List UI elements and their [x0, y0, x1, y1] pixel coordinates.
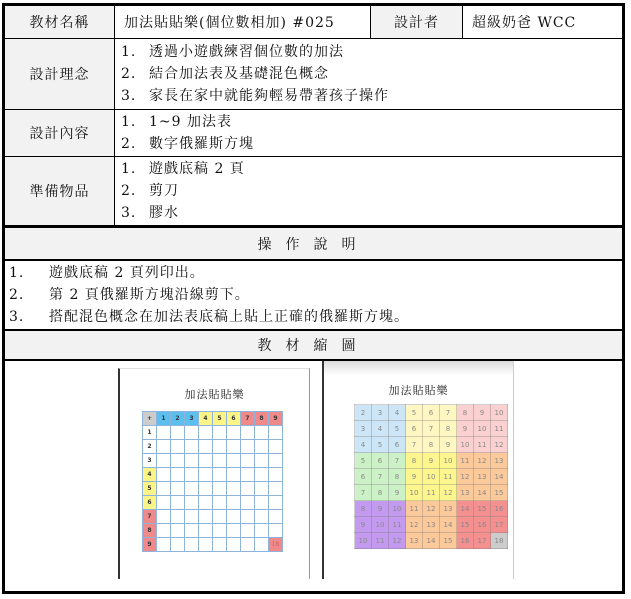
block-cell: 6 [423, 405, 440, 421]
block-cell: 12 [389, 533, 406, 549]
block-cell: 10 [389, 501, 406, 517]
block-cell: 14 [474, 485, 491, 501]
grid-cell [185, 496, 199, 510]
document-table [2, 3, 625, 594]
grid-cell [171, 468, 185, 482]
grid-cell [199, 454, 213, 468]
grid-cell [227, 468, 241, 482]
grid-cell [213, 510, 227, 524]
grid-cell [241, 496, 255, 510]
list-item: 3. 搭配混色概念在加法表底稿上貼上正確的俄羅斯方塊。 [9, 309, 409, 325]
instructions-title-row [5, 228, 622, 259]
block-cell: 8 [440, 421, 457, 437]
grid-cell [255, 440, 269, 454]
block-cell: 9 [406, 469, 423, 485]
list-item: 3. 膠水 [121, 205, 179, 221]
block-cell: 6 [406, 421, 423, 437]
design-concept-label: 設計理念 [5, 39, 114, 109]
design-content-label: 設計內容 [5, 110, 114, 156]
block-cell: 14 [423, 533, 440, 549]
design-content-row [5, 110, 622, 156]
grid-cell [213, 440, 227, 454]
block-cell: 7 [423, 421, 440, 437]
grid-cell [171, 440, 185, 454]
block-cell: 18 [491, 533, 508, 549]
block-cell: 12 [423, 501, 440, 517]
block-cell: 6 [389, 437, 406, 453]
grid-cell [185, 538, 199, 552]
grid-cell [213, 538, 227, 552]
grid-cell [241, 468, 255, 482]
grid-cell: 18 [269, 538, 283, 552]
grid-cell [213, 496, 227, 510]
block-cell: 6 [372, 453, 389, 469]
block-cell: 5 [389, 421, 406, 437]
thumbnails-title-row [5, 331, 622, 359]
block-cell: 15 [474, 501, 491, 517]
block-cell: 11 [474, 437, 491, 453]
block-cell: 5 [372, 437, 389, 453]
grid-cell [185, 510, 199, 524]
materials-row [5, 157, 622, 225]
instructions-list [5, 261, 622, 329]
column-header: 7 [241, 412, 255, 426]
grid-cell [213, 426, 227, 440]
grid-cell [199, 510, 213, 524]
column-header: 4 [199, 412, 213, 426]
block-cell: 10 [474, 421, 491, 437]
block-cell: 16 [491, 501, 508, 517]
block-cell: 10 [355, 533, 372, 549]
block-cell: 8 [406, 453, 423, 469]
grid-cell [227, 440, 241, 454]
thumbnail-tetris-blocks [322, 361, 514, 579]
row-header: 5 [143, 482, 157, 496]
thumbnail-addition-table [118, 368, 310, 579]
block-cell: 4 [389, 405, 406, 421]
grid-cell [227, 510, 241, 524]
block-cell: 9 [389, 485, 406, 501]
grid-cell [185, 468, 199, 482]
grid-cell [241, 538, 255, 552]
grid-cell [157, 538, 171, 552]
block-cell: 8 [423, 437, 440, 453]
block-cell: 12 [474, 453, 491, 469]
grid-cell [185, 482, 199, 496]
block-cell: 13 [457, 485, 474, 501]
grid-cell [227, 482, 241, 496]
block-cell: 15 [440, 533, 457, 549]
grid-cell [213, 482, 227, 496]
block-cell: 14 [440, 517, 457, 533]
block-cell: 15 [491, 485, 508, 501]
grid-cell [199, 482, 213, 496]
row-header: 9 [143, 538, 157, 552]
column-header: 1 [157, 412, 171, 426]
block-cell: 8 [372, 485, 389, 501]
block-cell: 14 [491, 469, 508, 485]
block-cell: 13 [474, 469, 491, 485]
grid-cell [157, 482, 171, 496]
row-header: 6 [143, 496, 157, 510]
row-header: 1 [143, 426, 157, 440]
block-cell: 5 [406, 405, 423, 421]
grid-cell [241, 524, 255, 538]
grid-cell [157, 496, 171, 510]
grid-cell [255, 482, 269, 496]
list-item: 1. 1~9 加法表 [121, 114, 232, 130]
block-cell: 4 [355, 437, 372, 453]
grid-cell [227, 524, 241, 538]
block-cell: 9 [372, 501, 389, 517]
row-header: 8 [143, 524, 157, 538]
list-item: 2. 數字俄羅斯方塊 [121, 136, 254, 152]
grid-cell [199, 440, 213, 454]
block-cell: 15 [457, 517, 474, 533]
instructions-row [5, 261, 622, 329]
block-cell: 17 [491, 517, 508, 533]
grid-cell [241, 426, 255, 440]
tetris-blocks-grid [354, 404, 508, 549]
thumbnail-shadow [324, 361, 513, 375]
grid-cell [171, 524, 185, 538]
block-cell: 7 [440, 405, 457, 421]
block-cell: 13 [440, 501, 457, 517]
block-cell: 8 [355, 501, 372, 517]
grid-cell [227, 496, 241, 510]
grid-cell [171, 454, 185, 468]
grid-cell [171, 510, 185, 524]
block-cell: 10 [440, 453, 457, 469]
column-header: 9 [269, 412, 283, 426]
grid-cell [269, 440, 283, 454]
thumbnails-row [5, 361, 622, 591]
block-cell: 16 [474, 517, 491, 533]
block-cell: 3 [355, 421, 372, 437]
design-concept-list [115, 39, 622, 109]
grid-cell [269, 454, 283, 468]
grid-cell [269, 510, 283, 524]
block-cell: 12 [440, 485, 457, 501]
list-item: 1. 透過小遊戲練習個位數的加法 [121, 44, 344, 60]
block-cell: 5 [355, 453, 372, 469]
grid-cell [171, 482, 185, 496]
block-cell: 17 [474, 533, 491, 549]
row-header: 7 [143, 510, 157, 524]
block-cell: 16 [457, 533, 474, 549]
block-cell: 2 [355, 405, 372, 421]
designer-label: 設計者 [371, 6, 462, 38]
block-cell: 13 [423, 517, 440, 533]
block-cell: 10 [457, 437, 474, 453]
design-content-list [115, 110, 622, 156]
column-header: 2 [171, 412, 185, 426]
material-name-label: 教材名稱 [5, 6, 114, 38]
grid-cell [157, 426, 171, 440]
list-item: 2. 剪刀 [121, 183, 179, 199]
thumbnail-title: 加法貼貼樂 [388, 384, 449, 397]
grid-cell [185, 426, 199, 440]
designer-value: 超級奶爸 WCC [472, 15, 577, 31]
grid-cell [157, 510, 171, 524]
row-header: 3 [143, 454, 157, 468]
block-cell: 10 [491, 405, 508, 421]
grid-cell [255, 538, 269, 552]
addition-table-grid [142, 411, 283, 552]
block-cell: 13 [406, 533, 423, 549]
grid-cell [241, 482, 255, 496]
block-cell: 12 [491, 437, 508, 453]
grid-corner: + [143, 412, 157, 426]
column-header: 5 [213, 412, 227, 426]
grid-cell [227, 454, 241, 468]
grid-cell [269, 468, 283, 482]
grid-cell [269, 524, 283, 538]
block-cell: 6 [355, 469, 372, 485]
block-cell: 14 [457, 501, 474, 517]
grid-cell [157, 454, 171, 468]
grid-cell [199, 426, 213, 440]
block-cell: 7 [406, 437, 423, 453]
list-item: 2. 第 2 頁俄羅斯方塊沿線剪下。 [9, 287, 250, 303]
grid-cell [255, 468, 269, 482]
column-header: 6 [227, 412, 241, 426]
block-cell: 8 [457, 405, 474, 421]
block-cell: 11 [423, 485, 440, 501]
grid-cell [227, 426, 241, 440]
grid-cell [255, 496, 269, 510]
grid-cell [199, 538, 213, 552]
grid-cell [227, 538, 241, 552]
block-cell: 7 [372, 469, 389, 485]
block-cell: 9 [474, 405, 491, 421]
block-cell: 10 [406, 485, 423, 501]
block-cell: 10 [423, 469, 440, 485]
block-cell: 7 [355, 485, 372, 501]
grid-cell [185, 524, 199, 538]
block-cell: 3 [372, 405, 389, 421]
grid-cell [171, 496, 185, 510]
grid-cell [185, 440, 199, 454]
grid-cell [269, 426, 283, 440]
instructions-title: 操作說明 [5, 228, 622, 259]
grid-cell [157, 440, 171, 454]
block-cell: 12 [457, 469, 474, 485]
block-cell: 4 [372, 421, 389, 437]
block-cell: 9 [355, 517, 372, 533]
grid-cell [255, 454, 269, 468]
block-cell: 11 [491, 421, 508, 437]
grid-cell [241, 454, 255, 468]
list-item: 3. 家長在家中就能夠輕易帶著孩子操作 [121, 88, 389, 104]
block-cell: 11 [440, 469, 457, 485]
material-name-value: 加法貼貼樂(個位數相加) #025 [124, 15, 335, 31]
grid-cell [241, 510, 255, 524]
block-cell: 9 [423, 453, 440, 469]
block-cell: 7 [389, 453, 406, 469]
grid-cell [157, 468, 171, 482]
grid-cell [213, 524, 227, 538]
list-item: 1. 遊戲底稿 2 頁列印出。 [9, 265, 205, 281]
grid-cell [255, 426, 269, 440]
grid-cell [255, 510, 269, 524]
list-item: 2. 結合加法表及基礎混色概念 [121, 66, 329, 82]
header-row [5, 6, 622, 38]
materials-label: 準備物品 [5, 157, 114, 225]
grid-cell [199, 524, 213, 538]
grid-cell [199, 496, 213, 510]
block-cell: 11 [389, 517, 406, 533]
thumbnail-title: 加法貼貼樂 [184, 388, 245, 401]
grid-cell [213, 454, 227, 468]
column-header: 3 [185, 412, 199, 426]
column-header: 8 [255, 412, 269, 426]
grid-cell [241, 440, 255, 454]
row-header: 2 [143, 440, 157, 454]
row-header: 4 [143, 468, 157, 482]
materials-list [115, 157, 622, 225]
block-cell: 9 [457, 421, 474, 437]
block-cell: 11 [372, 533, 389, 549]
grid-cell [213, 468, 227, 482]
design-concept-row [5, 39, 622, 109]
block-cell: 11 [457, 453, 474, 469]
block-cell: 13 [491, 453, 508, 469]
block-cell: 8 [389, 469, 406, 485]
block-cell: 11 [406, 501, 423, 517]
grid-cell [185, 454, 199, 468]
grid-cell [199, 468, 213, 482]
grid-cell [269, 482, 283, 496]
grid-cell [157, 524, 171, 538]
grid-cell [269, 496, 283, 510]
block-cell: 10 [372, 517, 389, 533]
grid-cell [171, 538, 185, 552]
grid-cell [171, 426, 185, 440]
block-cell: 9 [440, 437, 457, 453]
list-item: 1. 遊戲底稿 2 頁 [121, 161, 245, 177]
block-cell: 12 [406, 517, 423, 533]
thumbnails-title: 教材縮圖 [5, 331, 622, 359]
grid-cell [255, 524, 269, 538]
